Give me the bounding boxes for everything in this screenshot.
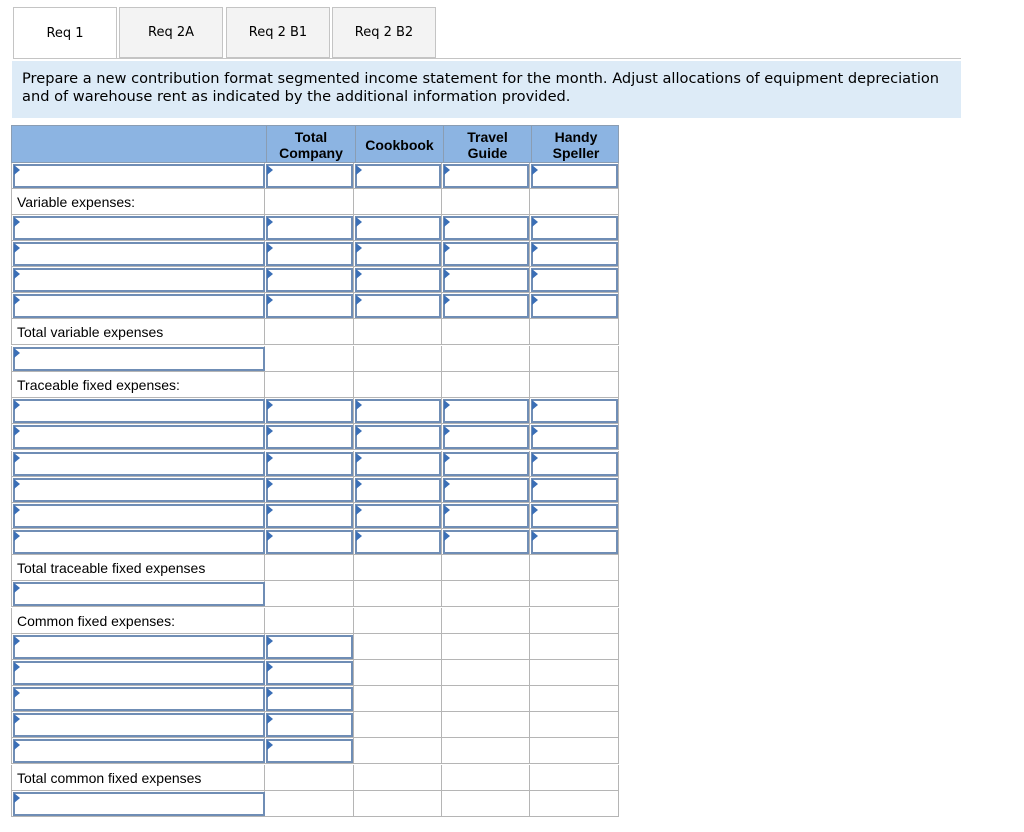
cell-label bbox=[11, 791, 265, 817]
cell-cookbook bbox=[354, 267, 442, 293]
handy-speller-input[interactable] bbox=[531, 478, 618, 502]
cell-handy-speller bbox=[530, 293, 619, 319]
statement-row bbox=[11, 451, 619, 477]
total-company-input[interactable] bbox=[266, 504, 353, 528]
line-item-input[interactable] bbox=[13, 399, 265, 423]
cell-handy-speller bbox=[530, 346, 619, 372]
statement-row bbox=[11, 267, 619, 293]
cell-handy-speller bbox=[530, 163, 619, 189]
cell-label bbox=[11, 529, 265, 555]
cookbook-input[interactable] bbox=[355, 164, 441, 188]
cell-travel-guide bbox=[442, 712, 530, 738]
handy-speller-input[interactable] bbox=[531, 216, 618, 240]
cell-travel-guide bbox=[442, 503, 530, 529]
cell-total-company bbox=[265, 765, 354, 791]
cell-travel-guide bbox=[442, 529, 530, 555]
handy-speller-input[interactable] bbox=[531, 294, 618, 318]
line-item-input[interactable] bbox=[13, 687, 265, 711]
travel-guide-input[interactable] bbox=[443, 216, 529, 240]
cell-travel-guide bbox=[442, 163, 530, 189]
cookbook-input[interactable] bbox=[355, 478, 441, 502]
cell-cookbook bbox=[354, 319, 442, 345]
total-company-input[interactable] bbox=[266, 399, 353, 423]
variable-expenses-label: Variable expenses: bbox=[17, 194, 136, 210]
travel-guide-input[interactable] bbox=[443, 399, 529, 423]
cell-cookbook bbox=[354, 660, 442, 686]
cell-label bbox=[11, 738, 265, 764]
cell-cookbook bbox=[354, 791, 442, 817]
cell-label bbox=[11, 581, 265, 607]
cell-handy-speller bbox=[530, 372, 619, 398]
cell-total-company bbox=[265, 529, 354, 555]
cell-travel-guide bbox=[442, 791, 530, 817]
total-common-fixed-expenses-label: Total common fixed expenses bbox=[17, 770, 202, 786]
cell-cookbook bbox=[354, 608, 442, 634]
statement-row bbox=[11, 293, 619, 319]
cookbook-input[interactable] bbox=[355, 268, 441, 292]
travel-guide-input[interactable] bbox=[443, 478, 529, 502]
traceable-fixed-expenses-row bbox=[11, 372, 619, 398]
cell-cookbook bbox=[354, 477, 442, 503]
line-item-input[interactable] bbox=[13, 713, 265, 737]
cell-travel-guide bbox=[442, 738, 530, 764]
cell-total-company bbox=[265, 267, 354, 293]
cell-handy-speller bbox=[530, 686, 619, 712]
total-company-input[interactable] bbox=[266, 739, 353, 763]
cell-total-company bbox=[265, 712, 354, 738]
cell-travel-guide bbox=[442, 398, 530, 424]
cell-handy-speller bbox=[530, 215, 619, 241]
cell-label bbox=[11, 477, 265, 503]
cell-cookbook bbox=[354, 346, 442, 372]
cell-total-company bbox=[265, 477, 354, 503]
travel-guide-input[interactable] bbox=[443, 504, 529, 528]
cell-total-company bbox=[265, 293, 354, 319]
cell-total-company bbox=[265, 791, 354, 817]
travel-guide-input[interactable] bbox=[443, 268, 529, 292]
cell-handy-speller bbox=[530, 555, 619, 581]
line-item-input[interactable] bbox=[13, 294, 265, 318]
cell-travel-guide bbox=[442, 477, 530, 503]
cell-label bbox=[11, 241, 265, 267]
cookbook-input[interactable] bbox=[355, 530, 441, 554]
total-company-input[interactable] bbox=[266, 452, 353, 476]
cell-total-company bbox=[265, 634, 354, 660]
statement-row bbox=[11, 738, 619, 764]
cell-cookbook bbox=[354, 529, 442, 555]
cell-handy-speller bbox=[530, 660, 619, 686]
cell-handy-speller bbox=[530, 634, 619, 660]
cell-handy-speller bbox=[530, 608, 619, 634]
line-item-input[interactable] bbox=[13, 792, 265, 816]
cell-handy-speller bbox=[530, 581, 619, 607]
total-company-input[interactable] bbox=[266, 687, 353, 711]
total-company-input[interactable] bbox=[266, 164, 353, 188]
cell-label bbox=[11, 189, 265, 215]
line-item-input[interactable] bbox=[13, 661, 265, 685]
cell-handy-speller bbox=[530, 791, 619, 817]
cell-handy-speller bbox=[530, 712, 619, 738]
cell-label bbox=[11, 765, 265, 791]
cell-cookbook bbox=[354, 163, 442, 189]
cell-cookbook bbox=[354, 738, 442, 764]
cell-total-company bbox=[265, 398, 354, 424]
cell-cookbook bbox=[354, 765, 442, 791]
travel-guide-input[interactable] bbox=[443, 164, 529, 188]
cell-travel-guide bbox=[442, 581, 530, 607]
total-company-input[interactable] bbox=[266, 425, 353, 449]
travel-guide-input[interactable] bbox=[443, 242, 529, 266]
travel-guide-input[interactable] bbox=[443, 294, 529, 318]
variable-expenses-row bbox=[11, 189, 619, 215]
cookbook-input[interactable] bbox=[355, 294, 441, 318]
cell-travel-guide bbox=[442, 293, 530, 319]
handy-speller-input[interactable] bbox=[531, 164, 618, 188]
cell-travel-guide bbox=[442, 189, 530, 215]
statement-row bbox=[11, 686, 619, 712]
cell-total-company bbox=[265, 189, 354, 215]
total-company-input[interactable] bbox=[266, 478, 353, 502]
cell-label bbox=[11, 424, 265, 450]
total-company-input[interactable] bbox=[266, 661, 353, 685]
cell-handy-speller bbox=[530, 267, 619, 293]
cell-total-company bbox=[265, 503, 354, 529]
statement-row bbox=[11, 529, 619, 555]
line-item-input[interactable] bbox=[13, 635, 265, 659]
cell-total-company bbox=[265, 608, 354, 634]
handy-speller-input[interactable] bbox=[531, 399, 618, 423]
cell-handy-speller bbox=[530, 529, 619, 555]
cell-handy-speller bbox=[530, 477, 619, 503]
cell-total-company bbox=[265, 686, 354, 712]
tab-divider bbox=[13, 58, 961, 59]
cell-total-company bbox=[265, 215, 354, 241]
cell-travel-guide bbox=[442, 608, 530, 634]
total-common-fixed-expenses-row bbox=[11, 765, 619, 791]
travel-guide-input[interactable] bbox=[443, 425, 529, 449]
statement-row bbox=[11, 712, 619, 738]
total-variable-expenses-label: Total variable expenses bbox=[17, 324, 164, 340]
cell-travel-guide bbox=[442, 319, 530, 345]
cell-label bbox=[11, 451, 265, 477]
total-traceable-fixed-expenses-label: Total traceable fixed expenses bbox=[17, 560, 206, 576]
line-item-input[interactable] bbox=[13, 478, 265, 502]
total-company-input[interactable] bbox=[266, 635, 353, 659]
line-item-input[interactable] bbox=[13, 582, 265, 606]
statement-row bbox=[11, 477, 619, 503]
cookbook-input[interactable] bbox=[355, 242, 441, 266]
cookbook-input[interactable] bbox=[355, 425, 441, 449]
cell-handy-speller bbox=[530, 765, 619, 791]
cell-travel-guide bbox=[442, 451, 530, 477]
line-item-input[interactable] bbox=[13, 242, 265, 266]
cell-travel-guide bbox=[442, 372, 530, 398]
cell-cookbook bbox=[354, 686, 442, 712]
line-item-input[interactable] bbox=[13, 425, 265, 449]
statement-row bbox=[11, 241, 619, 267]
total-company-input[interactable] bbox=[266, 268, 353, 292]
line-item-input[interactable] bbox=[13, 530, 265, 554]
cookbook-input[interactable] bbox=[355, 399, 441, 423]
cell-label bbox=[11, 503, 265, 529]
handy-speller-input[interactable] bbox=[531, 425, 618, 449]
handy-speller-input[interactable] bbox=[531, 242, 618, 266]
cell-travel-guide bbox=[442, 424, 530, 450]
tab-req-2a[interactable]: Req 2A bbox=[119, 7, 223, 58]
cell-travel-guide bbox=[442, 765, 530, 791]
statement-row bbox=[11, 660, 619, 686]
cell-travel-guide bbox=[442, 267, 530, 293]
cell-total-company bbox=[265, 581, 354, 607]
line-item-input[interactable] bbox=[13, 739, 265, 763]
cell-cookbook bbox=[354, 241, 442, 267]
cell-label bbox=[11, 293, 265, 319]
cell-handy-speller bbox=[530, 189, 619, 215]
column-header-travel-guide: Travel Guide bbox=[443, 126, 531, 164]
total-traceable-fixed-expenses-row bbox=[11, 555, 619, 581]
total-company-input[interactable] bbox=[266, 242, 353, 266]
cell-total-company bbox=[265, 372, 354, 398]
column-header-total-company: Total Company bbox=[266, 126, 355, 164]
cell-label bbox=[11, 686, 265, 712]
line-item-input[interactable] bbox=[13, 452, 265, 476]
cell-cookbook bbox=[354, 581, 442, 607]
cell-cookbook bbox=[354, 215, 442, 241]
cell-handy-speller bbox=[530, 319, 619, 345]
cell-label bbox=[11, 267, 265, 293]
cell-handy-speller bbox=[530, 424, 619, 450]
cell-label bbox=[11, 398, 265, 424]
common-fixed-expenses-row bbox=[11, 608, 619, 634]
handy-speller-input[interactable] bbox=[531, 504, 618, 528]
tab-req-2-b2[interactable]: Req 2 B2 bbox=[332, 7, 436, 58]
cell-label bbox=[11, 372, 265, 398]
statement-row bbox=[11, 163, 619, 189]
cell-cookbook bbox=[354, 503, 442, 529]
cell-travel-guide bbox=[442, 346, 530, 372]
cell-total-company bbox=[265, 738, 354, 764]
handy-speller-input[interactable] bbox=[531, 452, 618, 476]
total-variable-expenses-row bbox=[11, 319, 619, 345]
cell-travel-guide bbox=[442, 241, 530, 267]
cell-label bbox=[11, 346, 265, 372]
cell-label bbox=[11, 608, 265, 634]
cell-handy-speller bbox=[530, 241, 619, 267]
statement-row bbox=[11, 634, 619, 660]
cell-cookbook bbox=[354, 712, 442, 738]
statement-row bbox=[11, 346, 619, 372]
cell-travel-guide bbox=[442, 215, 530, 241]
line-item-input[interactable] bbox=[13, 216, 265, 240]
total-company-input[interactable] bbox=[266, 294, 353, 318]
cell-label bbox=[11, 215, 265, 241]
cell-travel-guide bbox=[442, 686, 530, 712]
travel-guide-input[interactable] bbox=[443, 530, 529, 554]
statement-row bbox=[11, 791, 619, 817]
cell-cookbook bbox=[354, 372, 442, 398]
instructions: Prepare a new contribution format segmented income statement for the month. Adjust allocations of equipment depreciation and of warehouse rent as indicated by the additional information provided. bbox=[12, 61, 961, 118]
cell-handy-speller bbox=[530, 398, 619, 424]
cell-total-company bbox=[265, 163, 354, 189]
cell-handy-speller bbox=[530, 503, 619, 529]
cookbook-input[interactable] bbox=[355, 504, 441, 528]
line-item-input[interactable] bbox=[13, 504, 265, 528]
cell-label bbox=[11, 163, 265, 189]
cell-total-company bbox=[265, 346, 354, 372]
cell-label bbox=[11, 712, 265, 738]
cell-label bbox=[11, 555, 265, 581]
column-header-handy-speller: Handy Speller bbox=[531, 126, 620, 164]
cell-label bbox=[11, 660, 265, 686]
line-item-input[interactable] bbox=[13, 347, 265, 371]
cell-total-company bbox=[265, 660, 354, 686]
total-company-input[interactable] bbox=[266, 216, 353, 240]
cell-total-company bbox=[265, 424, 354, 450]
handy-speller-input[interactable] bbox=[531, 530, 618, 554]
line-item-input[interactable] bbox=[13, 164, 265, 188]
tab-req-1[interactable]: Req 1 bbox=[13, 7, 117, 59]
column-header-row bbox=[11, 125, 619, 163]
statement-row bbox=[11, 398, 619, 424]
total-company-input[interactable] bbox=[266, 713, 353, 737]
cell-total-company bbox=[265, 555, 354, 581]
cell-cookbook bbox=[354, 424, 442, 450]
cell-handy-speller bbox=[530, 738, 619, 764]
cell-travel-guide bbox=[442, 660, 530, 686]
total-company-input[interactable] bbox=[266, 530, 353, 554]
cookbook-input[interactable] bbox=[355, 216, 441, 240]
cell-travel-guide bbox=[442, 634, 530, 660]
statement-row bbox=[11, 581, 619, 607]
column-header-cookbook: Cookbook bbox=[355, 126, 443, 164]
statement-row bbox=[11, 503, 619, 529]
cell-cookbook bbox=[354, 555, 442, 581]
cell-cookbook bbox=[354, 451, 442, 477]
cell-total-company bbox=[265, 319, 354, 345]
cell-label bbox=[11, 319, 265, 345]
tab-req-2-b1[interactable]: Req 2 B1 bbox=[226, 7, 330, 58]
cell-cookbook bbox=[354, 398, 442, 424]
travel-guide-input[interactable] bbox=[443, 452, 529, 476]
cell-total-company bbox=[265, 241, 354, 267]
cell-travel-guide bbox=[442, 555, 530, 581]
cell-cookbook bbox=[354, 189, 442, 215]
statement-row bbox=[11, 424, 619, 450]
statement-row bbox=[11, 215, 619, 241]
cell-total-company bbox=[265, 451, 354, 477]
cell-label bbox=[11, 634, 265, 660]
line-item-input[interactable] bbox=[13, 268, 265, 292]
cell-cookbook bbox=[354, 634, 442, 660]
cookbook-input[interactable] bbox=[355, 452, 441, 476]
common-fixed-expenses-label: Common fixed expenses: bbox=[17, 613, 175, 629]
traceable-fixed-expenses-label: Traceable fixed expenses: bbox=[17, 377, 180, 393]
handy-speller-input[interactable] bbox=[531, 268, 618, 292]
cell-handy-speller bbox=[530, 451, 619, 477]
cell-cookbook bbox=[354, 293, 442, 319]
